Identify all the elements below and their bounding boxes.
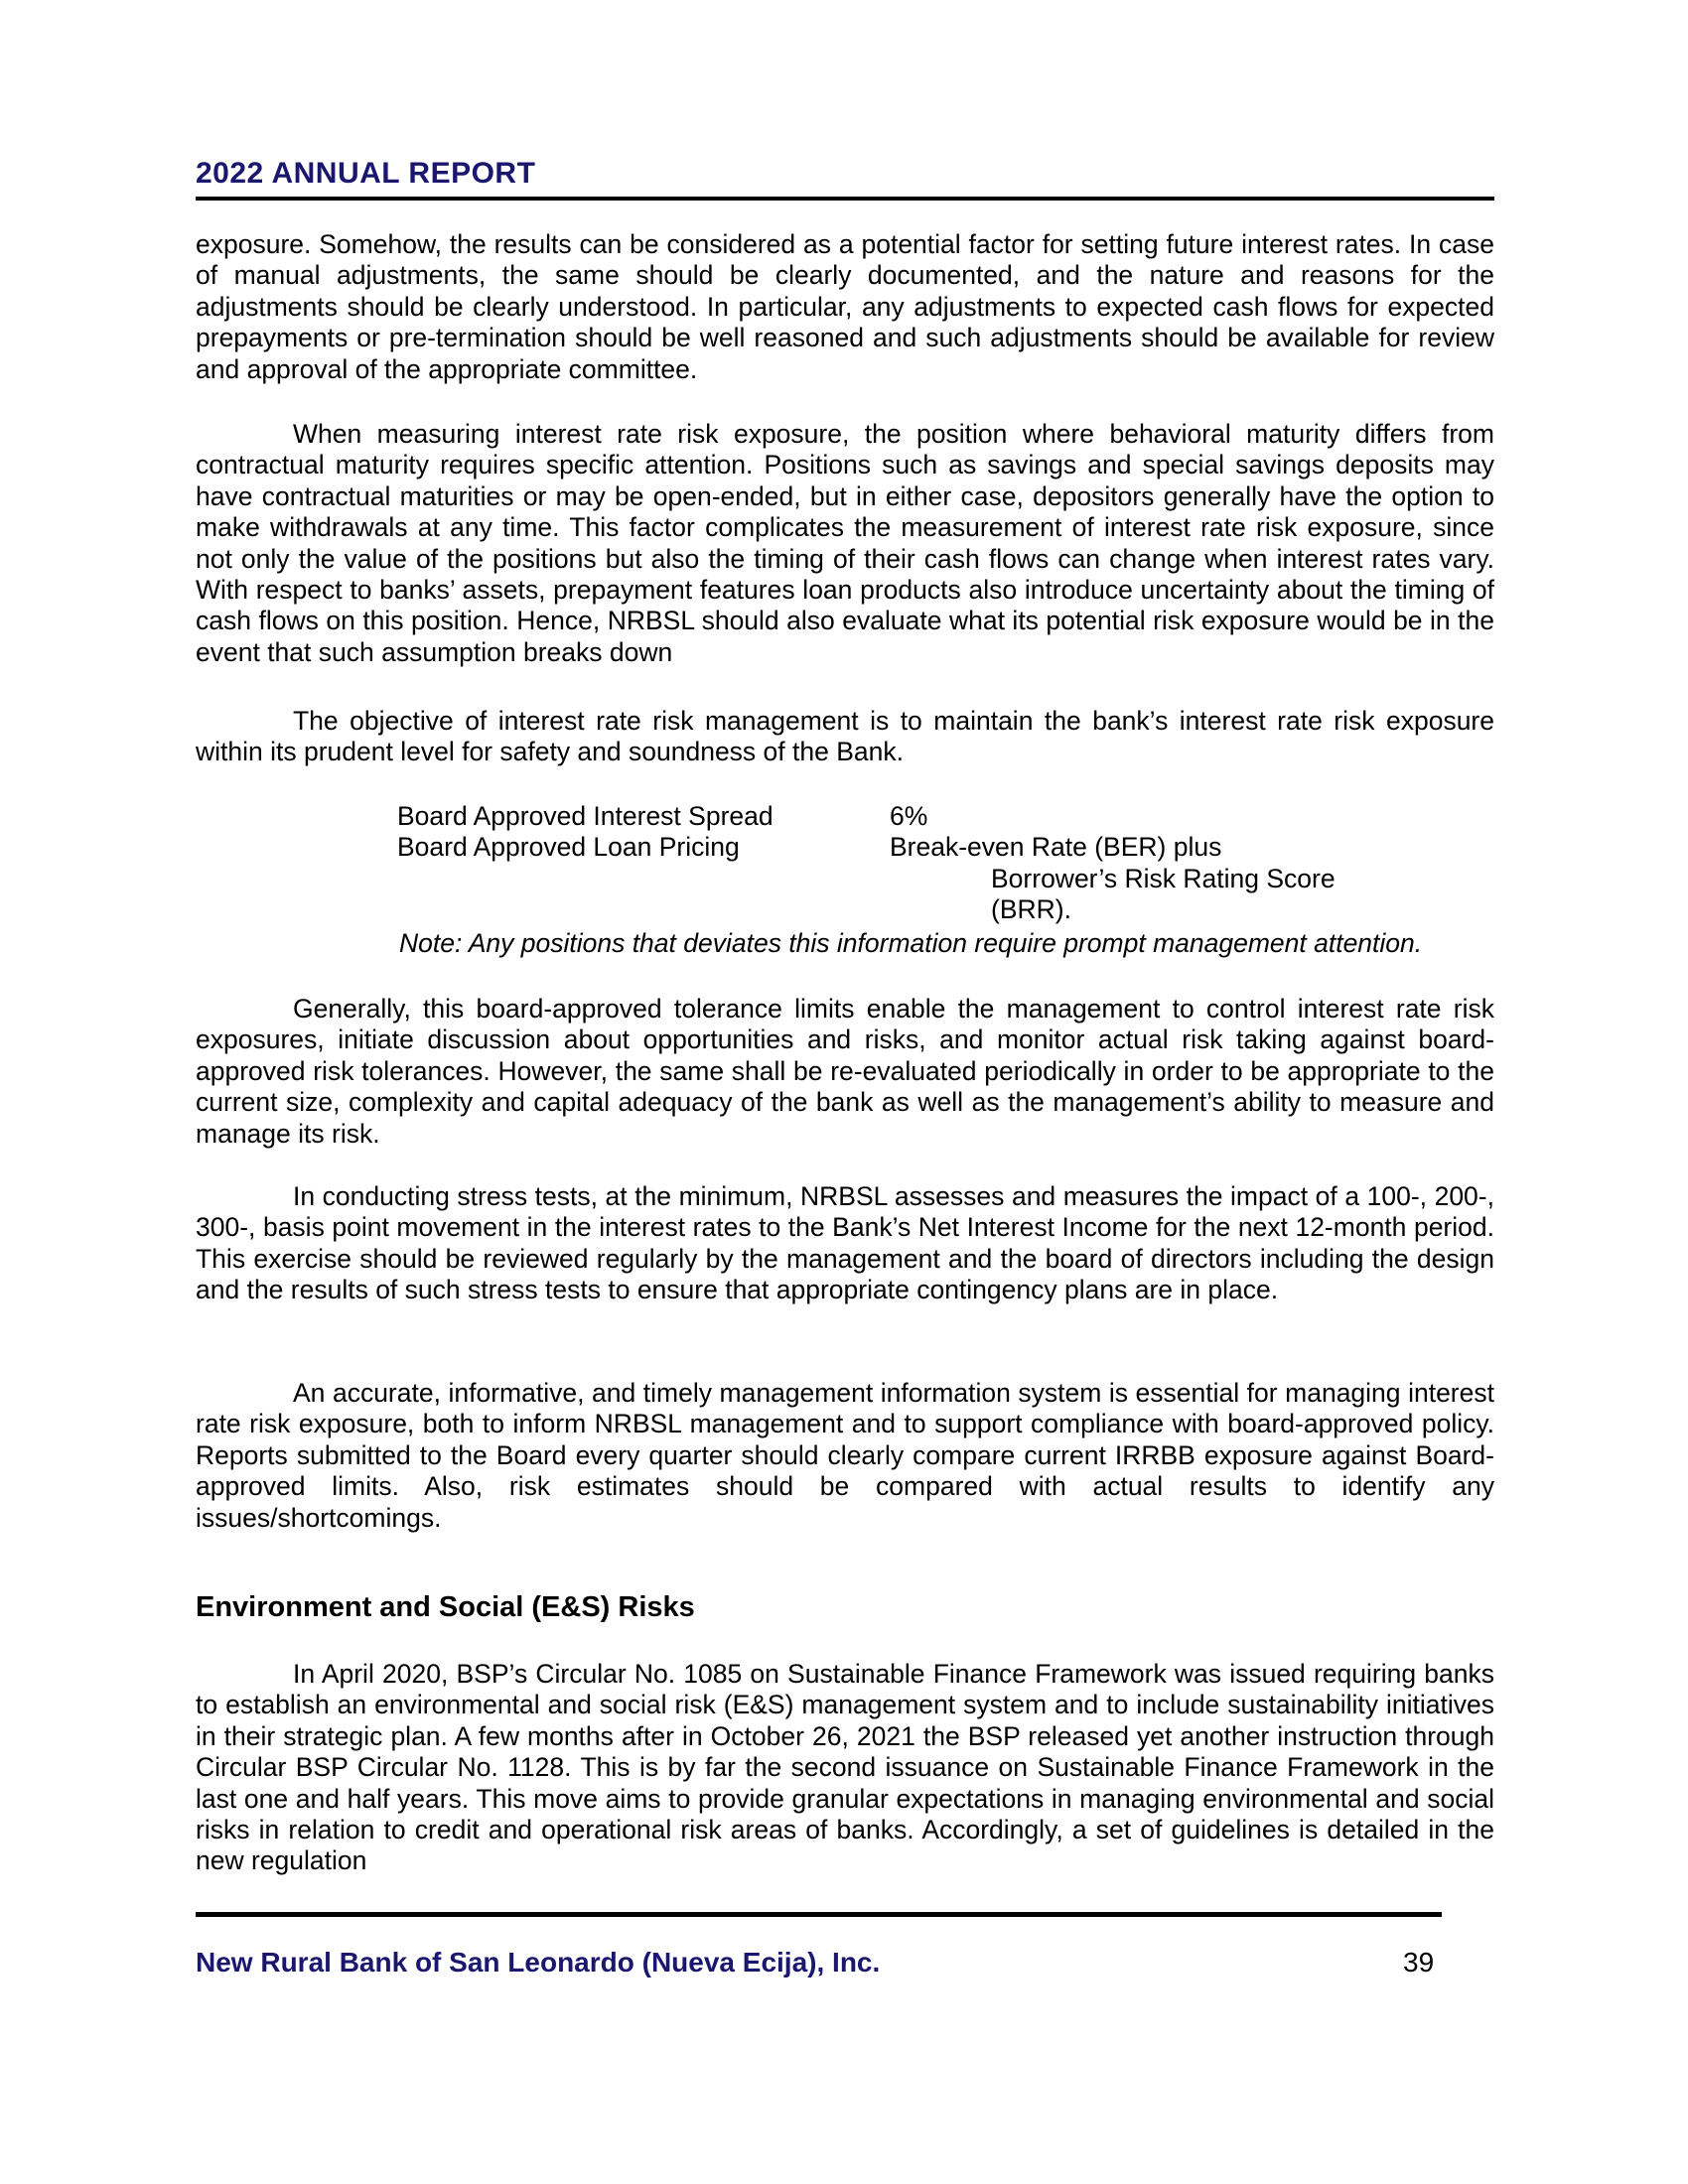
spread-row-value: Break-even Rate (BER) plus (890, 832, 1222, 863)
paragraph-interest-rate-adjustments: exposure. Somehow, the results can be considered as a potential factor for setting future interest rates. In case of manual adjustments, the same should be clearly documented, and the nature and reasons for the adjustments should be clearly understood. In particular, any adjustments to expected cash flows for expected prepayments or pre-termination should be well reasoned and such adjustments should be available for review and approval of the appropriate committee. (196, 229, 1494, 384)
table-row (196, 801, 1494, 832)
paragraph-tolerance-limits: Generally, this board-approved tolerance limits enable the management to control interest rate risk exposures, initiate discussion about opportunities and risks, and monitor actual risk taking against board-approved risk tolerances. However, the same shall be re-evaluated periodically in order to be appropriate to the current size, complexity and capital adequacy of the bank as well as the management’s ability to measure and manage its risk. (196, 994, 1494, 1149)
spread-row-value: 6% (890, 801, 928, 831)
spread-row-label: Board Approved Loan Pricing (397, 832, 740, 863)
spread-row-label: Board Approved Interest Spread (397, 801, 774, 831)
paragraph-stress-tests: In conducting stress tests, at the minimum, NRBSL assesses and measures the impact of a 100-, 200-, 300-, basis point movement in the interest rates to the Bank’s Net Interest Income for the next 12-month period. This exercise should be reviewed regularly by the management and the board of directors including the design and the results of such stress tests to ensure that appropriate contingency plans are in place. (196, 1181, 1494, 1305)
footer-divider-rule (196, 1912, 1442, 1917)
footer-page-number: 39 (1403, 1947, 1435, 1978)
paragraph-management-information-system: An accurate, informative, and timely management information system is essential for managing interest rate risk exposure, both to inform NRBSL management and to support compliance with board-approved policy. Reports submitted to the Board every quarter should clearly compare current IRRBB exposure against Board-approved limits. Also, risk estimates should be compared with actual results to identify any issues/shortcomings. (196, 1378, 1494, 1533)
spread-row-value-continued: Borrower’s Risk Rating Score (991, 863, 1336, 893)
table-row (196, 864, 1494, 894)
table-row (196, 832, 1494, 863)
spread-row-value-continued: (BRR). (991, 894, 1071, 925)
report-title: 2022 ANNUAL REPORT (196, 157, 536, 190)
paragraph-behavioral-maturity: When measuring interest rate risk exposure, the position where behavioral maturity differs from contractual maturity requires specific attention. Positions such as savings and special savings deposits may have contractual maturities or may be open-ended, but in either case, depositors generally have the option to make withdrawals at any time. This factor complicates the measurement of interest rate risk exposure, since not only the value of the positions but also the timing of their cash flows can change when interest rates vary. With respect to banks’ assets, prepayment features loan products also introduce uncertainty about the timing of cash flows on this position. Hence, NRBSL should also evaluate what its potential risk exposure would be in the event that such assumption breaks down (196, 419, 1494, 667)
paragraph-sustainable-finance: In April 2020, BSP’s Circular No. 1085 on Sustainable Finance Framework was issued requiring banks to establish an environmental and social risk (E&S) management system and to include sustainability initiatives in their strategic plan. A few months after in October 26, 2021 the BSP released yet another instruction through Circular BSP Circular No. 1128. This is by far the second issuance on Sustainable Finance Framework in the last one and half years. This move aims to provide granular expectations in managing environmental and social risks in relation to credit and operational risk areas of banks. Accordingly, a set of guidelines is detailed in the new regulation (196, 1659, 1494, 1876)
section-heading-environment-social-risks: Environment and Social (E&S) Risks (196, 1591, 695, 1623)
table-row (196, 894, 1494, 925)
header-divider-rule (196, 197, 1494, 201)
management-note: Note: Any positions that deviates this information require prompt management attention. (399, 928, 1423, 958)
footer-bank-name: New Rural Bank of San Leonardo (Nueva Ecija), Inc. (196, 1947, 881, 1978)
paragraph-irr-objective: The objective of interest rate risk management is to maintain the bank’s interest rate risk exposure within its prudent level for safety and soundness of the Bank. (196, 706, 1494, 767)
board-approved-spread-table (196, 801, 1494, 926)
